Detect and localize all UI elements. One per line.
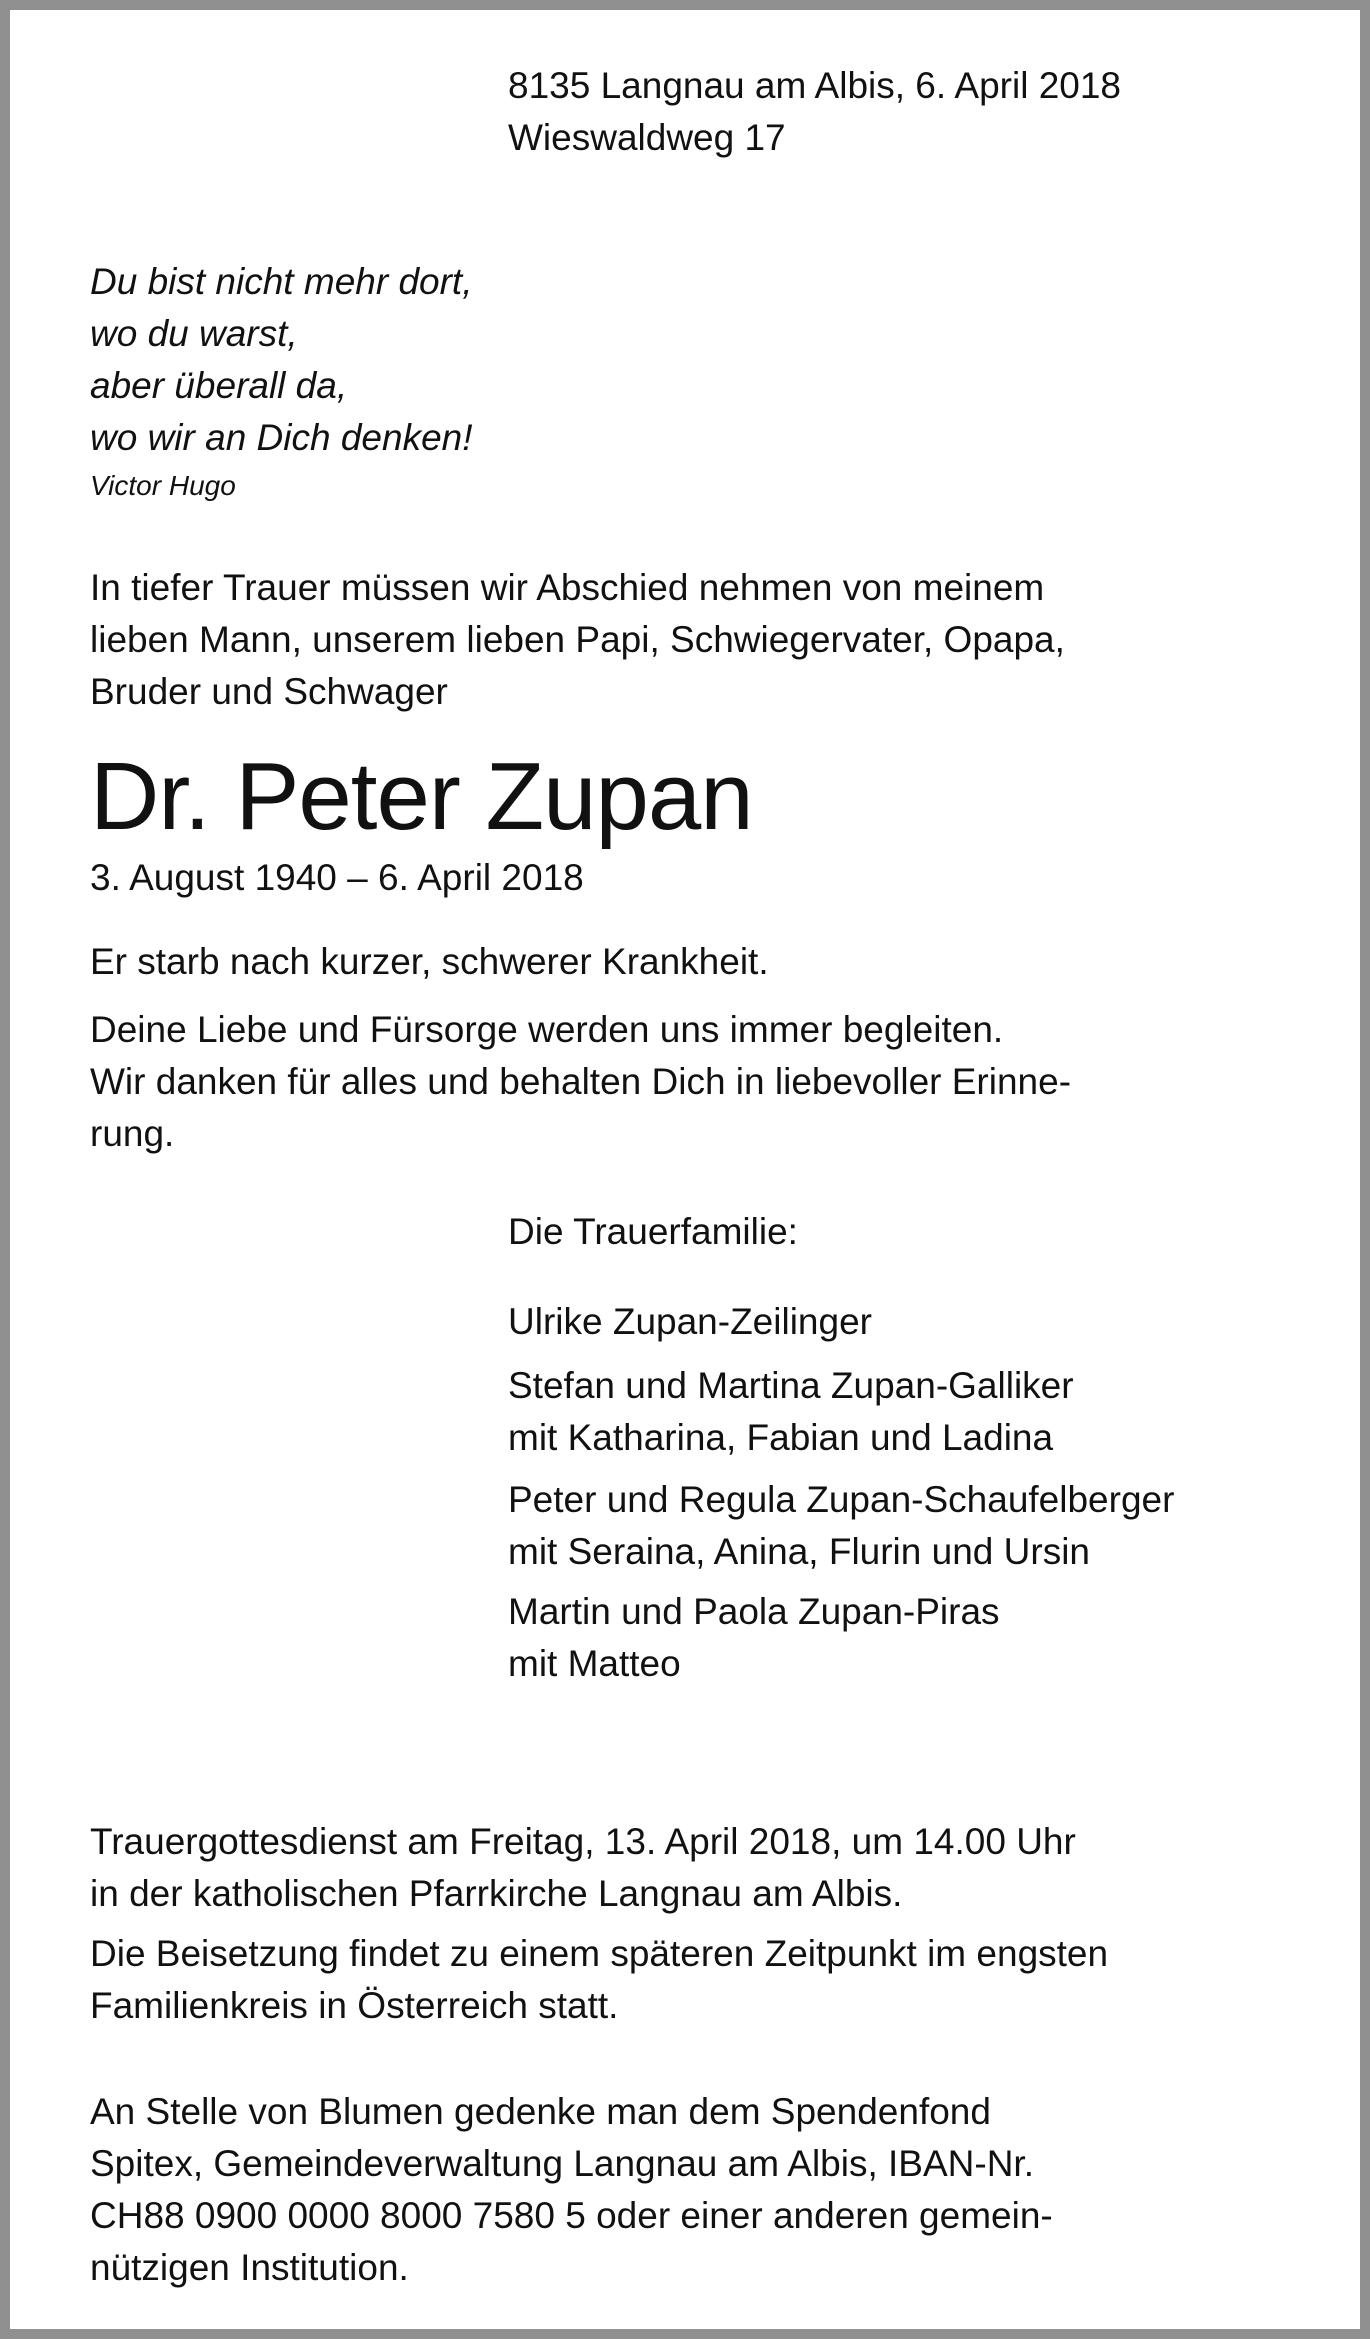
deceased-block <box>90 742 753 904</box>
donation-line: An Stelle von Blumen gedenke man dem Spendenfond <box>90 2091 991 2132</box>
quote-line: Du bist nicht mehr dort, <box>90 261 473 302</box>
family-member-name: Peter und Regula Zupan-Schaufelberger <box>508 1479 1175 1520</box>
family-member-name: Martin und Paola Zupan-Piras <box>508 1591 1000 1632</box>
family-member-children: mit Katharina, Fabian und Ladina <box>508 1417 1054 1458</box>
message-block <box>90 936 769 988</box>
donation-line: nützigen Institution. <box>90 2247 409 2288</box>
deceased-name: Dr. Peter Zupan <box>90 743 753 850</box>
intro-block <box>90 562 1065 718</box>
family-member-children: mit Seraina, Anina, Flurin und Ursin <box>508 1531 1090 1572</box>
burial-block <box>90 1928 1108 2032</box>
thanks-block <box>90 1004 1071 1160</box>
intro-line: Bruder und Schwager <box>90 671 448 712</box>
burial-line: Die Beisetzung findet zu einem späteren Zeitpunkt im engsten <box>90 1933 1109 1974</box>
death-note: Er starb nach kurzer, schwerer Krankheit. <box>90 941 769 982</box>
family-member-name: Ulrike Zupan-Zeilinger <box>508 1301 872 1342</box>
family-member <box>508 1474 1174 1578</box>
quote-line: wo wir an Dich denken! <box>90 417 473 458</box>
family-member <box>508 1586 1000 1690</box>
quote-author: Victor Hugo <box>90 470 236 501</box>
family-heading-block <box>508 1206 798 1258</box>
service-block <box>90 1816 1076 1920</box>
street: Wieswaldweg 17 <box>508 117 786 158</box>
service-line: Trauergottesdienst am Freitag, 13. April 2018, um 14.00 Uhr <box>90 1821 1076 1862</box>
thanks-line: Wir danken für alles und behalten Dich in liebevoller Erinne- <box>90 1061 1072 1102</box>
quote-line: aber überall da, <box>90 365 348 406</box>
service-line: in der katholischen Pfarrkirche Langnau am Albis. <box>90 1873 903 1914</box>
intro-line: lieben Mann, unserem lieben Papi, Schwiegervater, Opapa, <box>90 619 1065 660</box>
quote-line: wo du warst, <box>90 313 298 354</box>
family-member-name: Stefan und Martina Zupan-Galliker <box>508 1365 1074 1406</box>
family-member <box>508 1296 872 1348</box>
donation-block <box>90 2086 1053 2294</box>
place-date: 8135 Langnau am Albis, 6. April 2018 <box>508 65 1122 106</box>
burial-line: Familienkreis in Österreich statt. <box>90 1985 619 2026</box>
address-block <box>508 60 1121 164</box>
quote-block <box>90 256 473 508</box>
family-member-children: mit Matteo <box>508 1643 681 1684</box>
thanks-line: Deine Liebe und Fürsorge werden uns immer begleiten. <box>90 1009 1004 1050</box>
thanks-line: rung. <box>90 1113 175 1154</box>
donation-line: Spitex, Gemeindeverwaltung Langnau am Albis, IBAN-Nr. <box>90 2143 1034 2184</box>
family-heading: Die Trauerfamilie: <box>508 1211 798 1252</box>
life-dates: 3. August 1940 – 6. April 2018 <box>90 857 584 898</box>
intro-line: In tiefer Trauer müssen wir Abschied nehmen von meinem <box>90 567 1045 608</box>
family-member <box>508 1360 1074 1464</box>
donation-line: CH88 0900 0000 8000 7580 5 oder einer anderen gemein- <box>90 2195 1053 2236</box>
